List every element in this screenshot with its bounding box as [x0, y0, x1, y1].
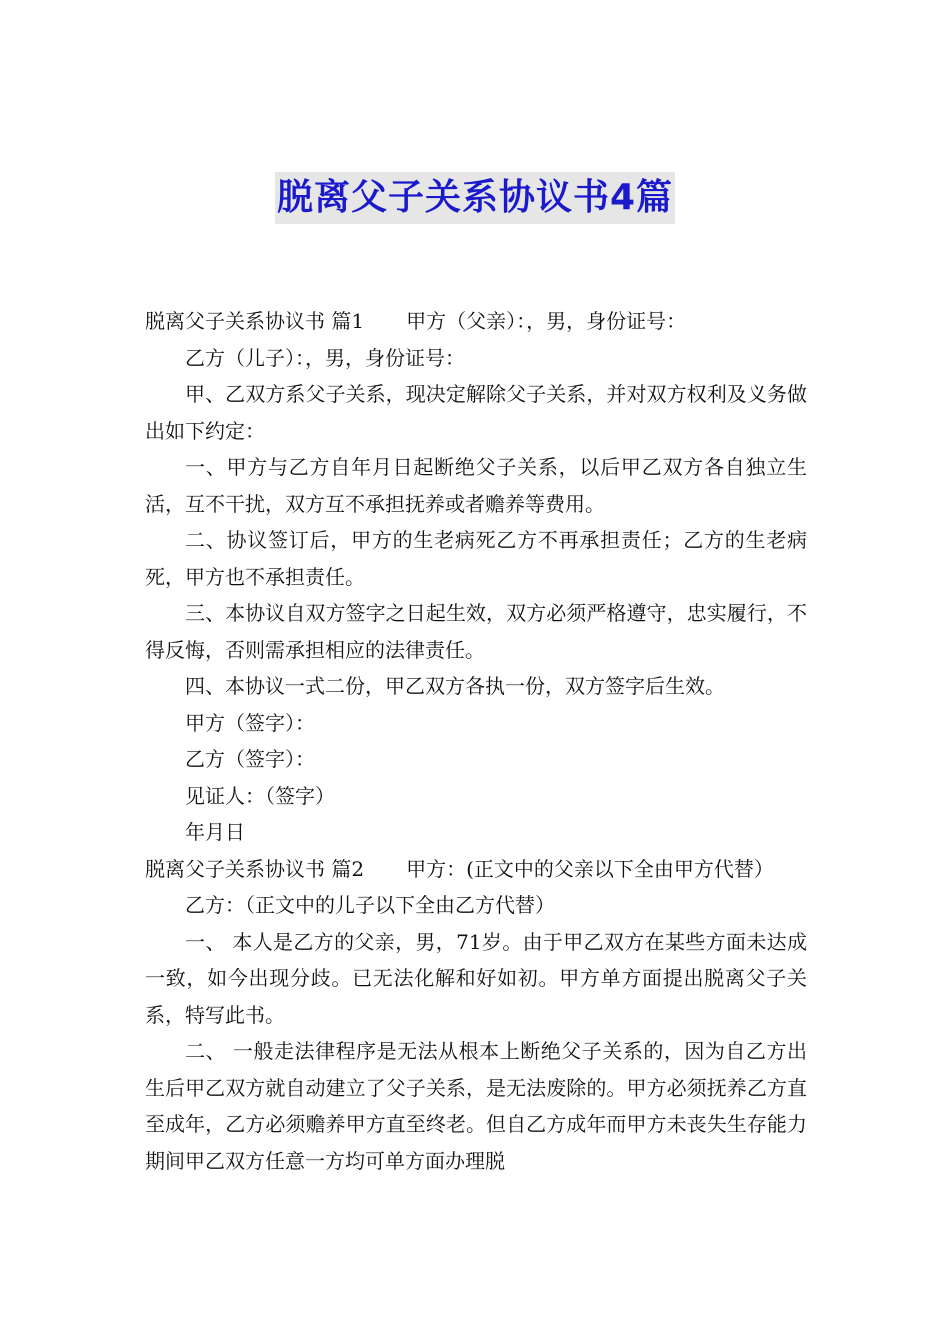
section-heading: 脱离父子关系协议书 篇2: [145, 856, 365, 881]
document-title: 脱离父子关系协议书4篇: [275, 172, 675, 224]
signature-line: 见证人：（签字）: [185, 783, 335, 808]
paragraph: 乙方：（正文中的儿子以下全由乙方代替）: [185, 893, 555, 917]
signature-line: 甲方（签字）：: [185, 710, 315, 735]
paragraph: 二、 一般走法律程序是无法从根本上断绝父子关系的，因为自乙方出生后甲乙双方就自动建立了父子关系，是无法废除的。甲方必须抚养乙方直至成年，乙方必须赡养甲方直至终老。但自乙方成年而甲方未丧失生存能力期间甲乙双方任意一方均可单方面办理脱: [145, 1039, 807, 1173]
title-container: [0, 172, 950, 224]
paragraph: 一、甲方与乙方自年月日起断绝父子关系，以后甲乙双方各自独立生活，互不干扰，双方互不承担抚养或者赡养等费用。: [145, 455, 807, 516]
document-body: [145, 303, 807, 1179]
paragraph: 三、本协议自双方签字之日起生效，双方必须严格遵守，忠实履行，不得反悔，否则需承担相应的法律责任。: [145, 601, 807, 662]
paragraph: [145, 303, 807, 340]
paragraph-text: 甲方（父亲）：，男，身份证号：: [406, 309, 687, 333]
signature-line: 乙方（签字）：: [185, 747, 315, 771]
paragraph-text: 甲方：(正文中的父亲以下全由甲方代替）: [406, 856, 774, 881]
section-heading: 脱离父子关系协议书 篇1: [145, 309, 365, 333]
paragraph: 一、 本人是乙方的父亲，男，71岁。由于甲乙双方在某些方面未达成一致，如今出现分歧。已无法化解和好如初。甲方单方面提出脱离父子关系，特写此书。: [145, 929, 807, 1027]
paragraph: 乙方（儿子）：，男，身份证号：: [185, 345, 465, 370]
paragraph: 甲、乙双方系父子关系，现决定解除父子关系，并对双方权利及义务做出如下约定：: [145, 382, 807, 443]
paragraph: 二、协议签订后，甲方的生老病死乙方不再承担责任；乙方的生老病死，甲方也不承担责任。: [145, 528, 807, 589]
paragraph: [145, 851, 807, 888]
paragraph: 四、本协议一式二份，甲乙双方各执一份，双方签字后生效。: [185, 674, 725, 698]
date-line: 年月日: [185, 820, 245, 844]
